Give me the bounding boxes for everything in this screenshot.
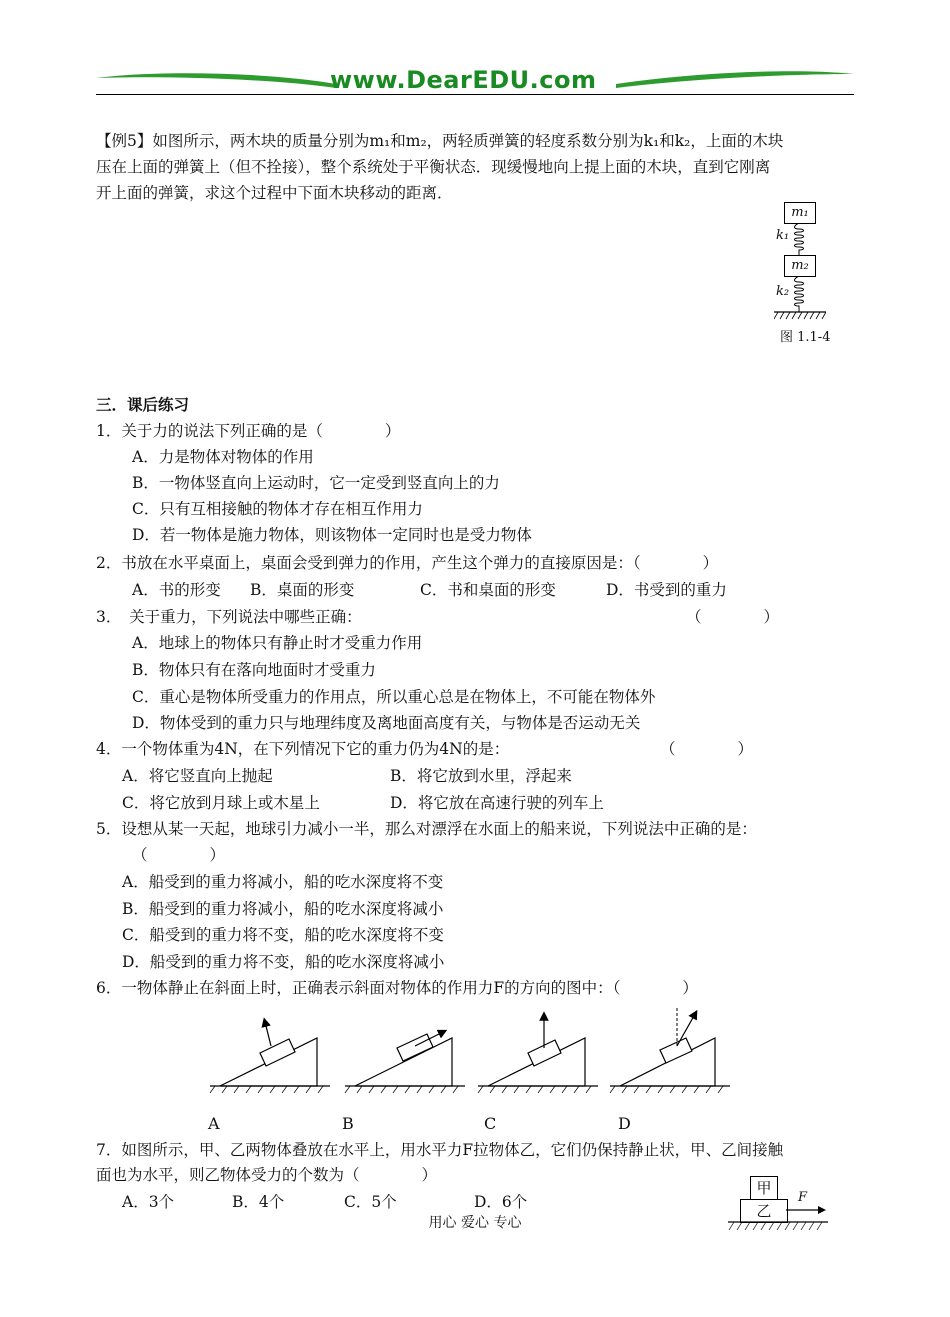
ground-hatch [774,311,826,321]
example-line-3: 开上面的弹簧，求这个过程中下面木块移动的距离． [96,184,453,202]
incline-a [210,1022,330,1093]
example-line-1: 【例5】如图所示，两木块的质量分别为m₁和m₂，两轻质弹簧的轻度系数分别为k₁和k₂，上面的木块 [96,132,784,150]
q7-option-d: D．6个 [474,1193,528,1211]
q7-option-c: C．5个 [344,1193,397,1211]
q7-option-b: B．4个 [232,1193,285,1211]
incline-b [345,1032,465,1093]
diagram-label-a: A [208,1114,220,1133]
incline-c [478,1016,598,1093]
q4-stem: 4．一个物体重为4N，在下列情况下它的重力仍为4N的是： [96,740,510,758]
spring-k2 [792,276,806,312]
q5-bracket: （ ） [132,846,226,864]
section-title: 三．课后练习 [96,395,190,414]
q5-stem: 5．设想从某一天起，地球引力减小一半，那么对漂浮在水面上的船来说，下列说法中正确的是： [96,820,757,838]
spring-k1 [792,223,806,255]
block-m1: m₁ [784,202,816,224]
header-rule [96,94,854,95]
spring-figure [770,198,840,348]
q1-option-d: D．若一物体是施力物体，则该物体一定同时也是受力物体 [132,526,532,544]
q7-stem-2: 面也为水平，则乙物体受力的个数为（ ） [96,1166,438,1184]
q4-bracket: （ ） [660,740,754,758]
q2-option-c: C．书和桌面的形变 [420,581,556,599]
label-k2: k₂ [776,284,790,299]
q3-bracket: （ ） [686,608,780,626]
q5-option-b: B．船受到的重力将减小，船的吃水深度将减小 [122,900,444,918]
block-yi: 乙 [740,1199,788,1223]
diagram-label-b: B [342,1114,354,1133]
q5-option-c: C．船受到的重力将不变，船的吃水深度将不变 [122,926,444,944]
q2-option-a: A．书的形变 [132,581,221,599]
q3-option-c: C．重心是物体所受重力的作用点，所以重心总是在物体上，不可能在物体外 [132,688,656,706]
q1-option-c: C．只有互相接触的物体才存在相互作用力 [132,500,423,518]
q4-option-b: B．将它放到水里，浮起来 [390,767,572,785]
q3-option-d: D．物体受到的重力只与地理纬度及离地面高度有关，与物体是否运动无关 [132,714,641,732]
incline-d [610,1008,730,1093]
q2-stem: 2．书放在水平桌面上，桌面会受到弹力的作用，产生这个弹力的直接原因是：（ ） [96,554,719,572]
q2-option-d: D．书受到的重力 [606,581,727,599]
q3-option-a: A．地球上的物体只有静止时才受重力作用 [132,634,423,652]
q5-option-d: D．船受到的重力将不变，船的吃水深度将减小 [122,953,445,971]
q4-option-a: A．将它竖直向上抛起 [122,767,273,785]
q4-option-c: C．将它放到月球上或木星上 [122,794,320,812]
q1-option-a: A．力是物体对物体的作用 [132,448,314,466]
example-line-2: 压在上面的弹簧上（但不拴接），整个系统处于平衡状态．现缓慢地向上提上面的木块，直到它刚离 [96,158,771,176]
diagram-label-d: D [618,1114,631,1133]
q3-option-b: B．物体只有在落向地面时才受重力 [132,661,376,679]
diagram-label-c: C [484,1114,497,1133]
q2-option-b: B．桌面的形变 [250,581,355,599]
incline-diagrams [205,1008,805,1098]
force-label: F [798,1190,808,1205]
label-k1: k₁ [776,228,790,243]
block-m2: m₂ [784,255,816,277]
q4-option-d: D．将它放在高速行驶的列车上 [390,794,604,812]
q1-stem: 1．关于力的说法下列正确的是（ ） [96,422,401,440]
q3-stem: 3． 关于重力，下列说法中哪些正确： [96,608,362,626]
page-footer: 用心 爱心 专心 [428,1215,522,1231]
q1-option-b: B．一物体竖直向上运动时，它一定受到竖直向上的力 [132,474,500,492]
q6-stem: 6．一物体静止在斜面上时，正确表示斜面对物体的作用力F的方向的图中：（ ） [96,979,698,997]
figure-caption: 图 1.1-4 [780,330,831,345]
block-jia: 甲 [750,1176,778,1200]
q7-option-a: A．3个 [122,1193,175,1211]
q5-option-a: A．船受到的重力将减小，船的吃水深度将不变 [122,873,444,891]
q7-stem: 7．如图所示，甲、乙两物体叠放在水平上，用水平力F拉物体乙，它们仍保持静止状，甲、乙间接触 [96,1141,784,1159]
site-logo: www.DearEDU.com [330,66,597,94]
